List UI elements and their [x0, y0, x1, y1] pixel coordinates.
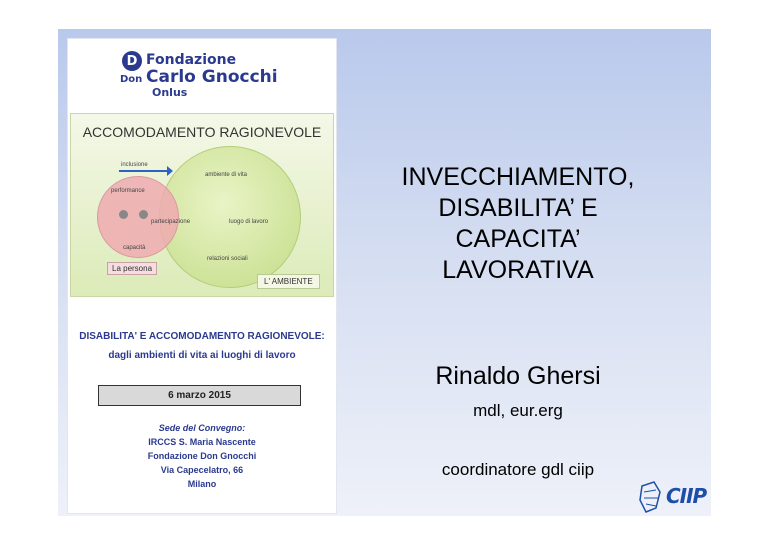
author-role: coordinatore gdl ciip [441, 460, 595, 479]
venue-label: Sede del Convegno: [158, 423, 246, 433]
author-affiliation: mdl, eur.erg [473, 401, 563, 420]
diagram-title: ACCOMODAMENTO RAGIONEVOLE [82, 124, 322, 140]
logo-line-fondazione: Fondazione [146, 52, 237, 68]
logo-line-onlus: Onlus [152, 86, 188, 99]
ciip-logo-text: CIIP [666, 484, 707, 508]
person-dot [119, 210, 128, 219]
person-dot [139, 210, 148, 219]
logo-line-name: Carlo Gnocchi [146, 67, 278, 87]
venue-line: Fondazione Don Gnocchi [147, 451, 257, 461]
logo-line-don: Don [120, 74, 143, 85]
label-ambiente-vita: ambiente di vita [205, 172, 248, 178]
title-line: CAPACITA’ [455, 225, 581, 253]
venue-line: IRCCS S. Maria Nascente [148, 437, 256, 447]
label-relazioni: relazioni sociali [207, 256, 248, 262]
slide-title [348, 162, 688, 286]
label-capacita: capacità [123, 245, 146, 251]
accomodamento-diagram [70, 113, 334, 297]
label-luogo-lavoro: luogo di lavoro [229, 219, 269, 225]
event-title: DISABILITA' E ACCOMODAMENTO RAGIONEVOLE: [79, 331, 325, 342]
event-date: 6 marzo 2015 [98, 385, 301, 406]
title-line: INVECCHIAMENTO, [401, 163, 635, 191]
label-inclusione: inclusione [121, 162, 148, 168]
venue-line: Milano [187, 479, 217, 489]
ambiente-box: L' AMBIENTE [257, 274, 320, 289]
environment-circle [159, 146, 301, 288]
fondazione-logo [68, 45, 336, 97]
venue-line: Via Capecelatro, 66 [160, 465, 244, 475]
label-partecipazione: partecipazione [151, 219, 191, 225]
event-subtitle: dagli ambienti di vita ai luoghi di lavoro [108, 350, 296, 361]
inclusione-arrow-icon [119, 170, 169, 172]
title-line: LAVORATIVA [442, 256, 594, 284]
event-poster [67, 38, 337, 514]
label-performance: performance [111, 188, 145, 194]
author-name: Rinaldo Ghersi [435, 362, 601, 390]
fondazione-emblem-icon: D [122, 51, 142, 71]
persona-box: La persona [107, 262, 157, 275]
title-line: DISABILITA’ E [438, 194, 598, 222]
